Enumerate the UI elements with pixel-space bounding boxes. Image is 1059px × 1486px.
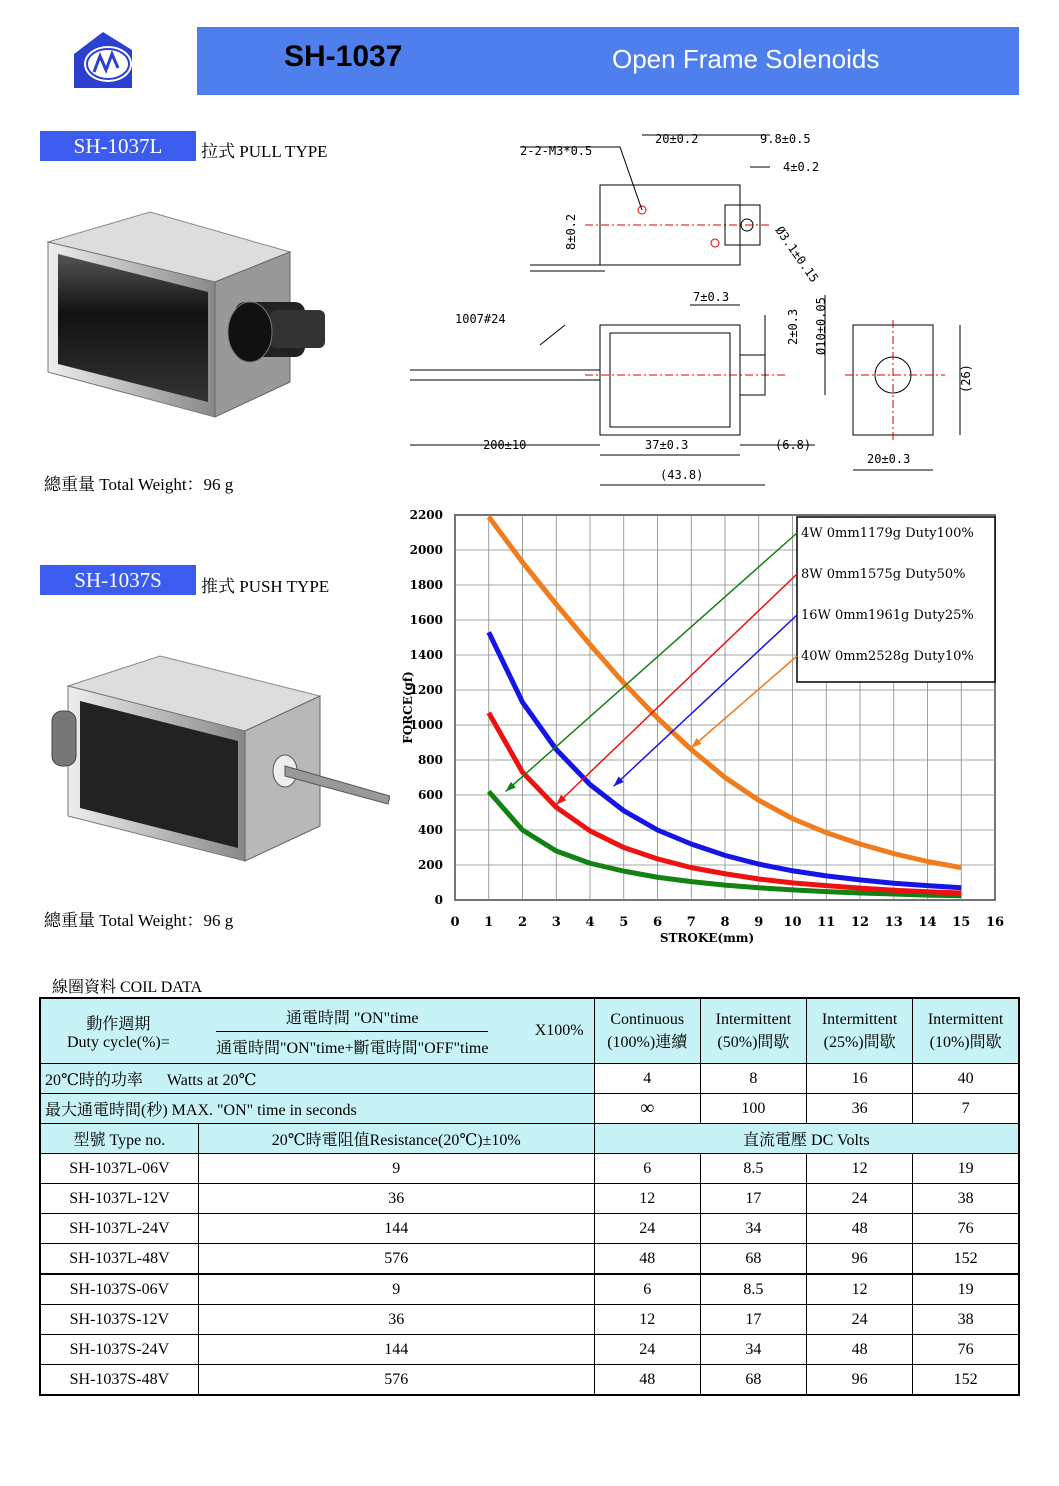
dim-26: (26)	[959, 364, 973, 393]
y-tick-label: 600	[417, 788, 443, 802]
x-tick-label: 14	[918, 915, 937, 930]
y-tick-label: 1800	[409, 578, 443, 592]
table-row	[40, 1214, 1019, 1244]
watts-value: 4	[594, 1064, 700, 1094]
max-on-value: ∞	[594, 1094, 700, 1124]
col-continuous-header: Continuous (100%)連續	[594, 998, 700, 1064]
type-no-cell: SH-1037S-12V	[40, 1305, 198, 1335]
voltage-cell: 24	[594, 1214, 700, 1244]
voltage-cell: 34	[700, 1214, 806, 1244]
duty-label-en: Duty cycle(%)=	[67, 1033, 170, 1051]
dim-20-end: 20±0.3	[867, 452, 911, 466]
push-model-tag: SH-1037S	[40, 565, 196, 595]
table-row	[40, 1305, 1019, 1335]
voltage-cell: 48	[807, 1214, 913, 1244]
voltage-cell: 48	[807, 1335, 913, 1365]
resistance-cell: 9	[198, 1154, 594, 1184]
voltage-cell: 24	[594, 1335, 700, 1365]
voltage-cell: 76	[913, 1214, 1019, 1244]
coil-data-heading: 線圈資料 COIL DATA	[52, 979, 203, 996]
pull-total-weight: 總重量 Total Weight：96 g	[44, 475, 234, 494]
dim-7: 7±0.3	[693, 290, 730, 304]
watts-label: 20℃時的功率 Watts at 20℃	[40, 1064, 594, 1094]
dc-volts-header: 直流電壓 DC Volts	[594, 1124, 1019, 1154]
watts-value: 40	[913, 1064, 1019, 1094]
voltage-cell: 76	[913, 1335, 1019, 1365]
voltage-cell: 38	[913, 1305, 1019, 1335]
x-tick-label: 7	[686, 915, 696, 930]
duty-label-zh: 動作週期	[86, 1015, 151, 1033]
voltage-cell: 24	[807, 1305, 913, 1335]
voltage-cell: 12	[594, 1184, 700, 1214]
voltage-cell: 68	[700, 1244, 806, 1275]
x-tick-label: 0	[450, 915, 460, 930]
pull-type-label: 拉式 PULL TYPE	[201, 142, 328, 161]
legend-entry: 40W 0mm2528g Duty10%	[801, 649, 974, 664]
type-no-cell: SH-1037L-12V	[40, 1184, 198, 1214]
voltage-cell: 152	[913, 1365, 1019, 1396]
product-title: Open Frame Solenoids	[612, 44, 880, 74]
dim-2: 2±0.3	[786, 308, 800, 345]
table-row	[40, 1335, 1019, 1365]
x-tick-label: 10	[783, 915, 802, 930]
y-tick-label: 1000	[409, 718, 443, 732]
voltage-cell: 96	[807, 1365, 913, 1396]
col-50-header: Intermittent (50%)間歇	[700, 998, 806, 1064]
dim-thread: 2-2-M3*0.5	[520, 144, 593, 158]
x-tick-label: 15	[952, 915, 971, 930]
dim-6-8: (6.8)	[775, 438, 812, 452]
voltage-cell: 152	[913, 1244, 1019, 1275]
x-tick-label: 13	[884, 915, 903, 930]
pull-model-tag: SH-1037L	[40, 131, 196, 161]
voltage-cell: 8.5	[700, 1274, 806, 1305]
voltage-cell: 48	[594, 1244, 700, 1275]
voltage-cell: 24	[807, 1184, 913, 1214]
company-logo	[72, 30, 134, 92]
voltage-cell: 68	[700, 1365, 806, 1396]
x-tick-label: 11	[817, 915, 836, 930]
resistance-header: 20℃時電阻值Resistance(20℃)±10%	[198, 1124, 594, 1154]
x-tick-label: 6	[652, 915, 663, 930]
type-no-cell: SH-1037L-48V	[40, 1244, 198, 1275]
resistance-cell: 9	[198, 1274, 594, 1305]
x-tick-label: 9	[754, 915, 764, 930]
table-row	[40, 1274, 1019, 1305]
dim-9-8: 9.8±0.5	[760, 132, 811, 146]
legend-entry: 8W 0mm1575g Duty50%	[801, 567, 966, 582]
y-tick-label: 400	[417, 823, 443, 837]
push-total-weight: 總重量 Total Weight：96 g	[44, 911, 234, 930]
voltage-cell: 17	[700, 1305, 806, 1335]
x-axis-label: STROKE(mm)	[659, 931, 755, 945]
watts-value: 16	[807, 1064, 913, 1094]
dim-200: 200±10	[483, 438, 527, 452]
resistance-cell: 144	[198, 1335, 594, 1365]
type-no-cell: SH-1037L-06V	[40, 1154, 198, 1184]
x-tick-label: 12	[850, 915, 870, 930]
max-on-value: 7	[913, 1094, 1019, 1124]
watts-value: 8	[700, 1064, 806, 1094]
x-tick-label: 8	[720, 915, 730, 930]
y-tick-label: 200	[417, 858, 443, 872]
y-tick-label: 0	[434, 893, 443, 907]
voltage-cell: 12	[807, 1274, 913, 1305]
voltage-cell: 12	[807, 1154, 913, 1184]
x-tick-label: 16	[985, 915, 1005, 930]
dim-dia-10: Ø10±0.05	[814, 297, 828, 355]
voltage-cell: 38	[913, 1184, 1019, 1214]
duty-denominator: 通電時間"ON"time+斷電時間"OFF"time	[215, 1039, 489, 1057]
legend-entry: 4W 0mm1179g Duty100%	[801, 526, 974, 541]
col-25-header: Intermittent (25%)間歇	[807, 998, 913, 1064]
type-no-cell: SH-1037S-24V	[40, 1335, 198, 1365]
y-tick-label: 2200	[409, 508, 443, 522]
dimension-drawing	[405, 125, 985, 497]
voltage-cell: 6	[594, 1274, 700, 1305]
x-tick-label: 2	[517, 915, 528, 930]
table-row	[40, 1244, 1019, 1275]
x-tick-label: 4	[585, 915, 595, 930]
voltage-cell: 8.5	[700, 1154, 806, 1184]
voltage-cell: 12	[594, 1305, 700, 1335]
x-tick-label: 3	[551, 915, 561, 930]
voltage-cell: 19	[913, 1274, 1019, 1305]
type-no-header: 型號 Type no.	[40, 1124, 198, 1154]
voltage-cell: 17	[700, 1184, 806, 1214]
coil-data-table	[39, 997, 1020, 1396]
pull-solenoid-photo	[40, 192, 326, 432]
resistance-cell: 576	[198, 1244, 594, 1275]
y-tick-label: 1600	[409, 613, 443, 627]
resistance-cell: 36	[198, 1305, 594, 1335]
table-row	[40, 1365, 1019, 1396]
max-on-label: 最大通電時間(秒) MAX. "ON" time in seconds	[40, 1094, 594, 1124]
force-stroke-chart	[400, 505, 1020, 955]
voltage-cell: 19	[913, 1154, 1019, 1184]
push-type-label: 推式 PUSH TYPE	[201, 577, 330, 596]
resistance-cell: 36	[198, 1184, 594, 1214]
y-tick-label: 800	[417, 753, 443, 767]
table-row	[40, 1154, 1019, 1184]
resistance-cell: 576	[198, 1365, 594, 1396]
voltage-cell: 6	[594, 1154, 700, 1184]
resistance-cell: 144	[198, 1214, 594, 1244]
dim-8: 8±0.2	[564, 213, 578, 250]
table-row	[40, 1184, 1019, 1214]
type-no-cell: SH-1037S-06V	[40, 1274, 198, 1305]
x-tick-label: 1	[484, 915, 494, 930]
legend-entry: 16W 0mm1961g Duty25%	[801, 608, 974, 623]
dim-43-8: (43.8)	[660, 468, 704, 482]
voltage-cell: 96	[807, 1244, 913, 1275]
x-tick-label: 5	[619, 915, 629, 930]
duty-x100: X100%	[534, 1022, 584, 1039]
voltage-cell: 34	[700, 1335, 806, 1365]
max-on-value: 100	[700, 1094, 806, 1124]
max-on-value: 36	[807, 1094, 913, 1124]
dim-4: 4±0.2	[783, 160, 820, 174]
y-tick-label: 2000	[409, 543, 443, 557]
y-axis-label: FORCE(gf)	[401, 671, 415, 744]
duty-formula-cell	[40, 998, 594, 1064]
dim-wire: 1007#24	[455, 312, 506, 326]
push-solenoid-photo	[40, 626, 390, 878]
dim-dia-3-1: Ø3.1±0.15	[772, 223, 822, 285]
y-tick-label: 1400	[409, 648, 443, 662]
y-tick-label: 1200	[409, 683, 443, 697]
dim-37: 37±0.3	[645, 438, 689, 452]
model-title: SH-1037	[284, 40, 403, 73]
duty-numerator: 通電時間 "ON"time	[216, 1005, 489, 1032]
dim-20: 20±0.2	[655, 132, 699, 146]
col-10-header: Intermittent (10%)間歇	[913, 998, 1019, 1064]
voltage-cell: 48	[594, 1365, 700, 1396]
duty-fraction	[216, 1005, 489, 1058]
type-no-cell: SH-1037S-48V	[40, 1365, 198, 1396]
type-no-cell: SH-1037L-24V	[40, 1214, 198, 1244]
